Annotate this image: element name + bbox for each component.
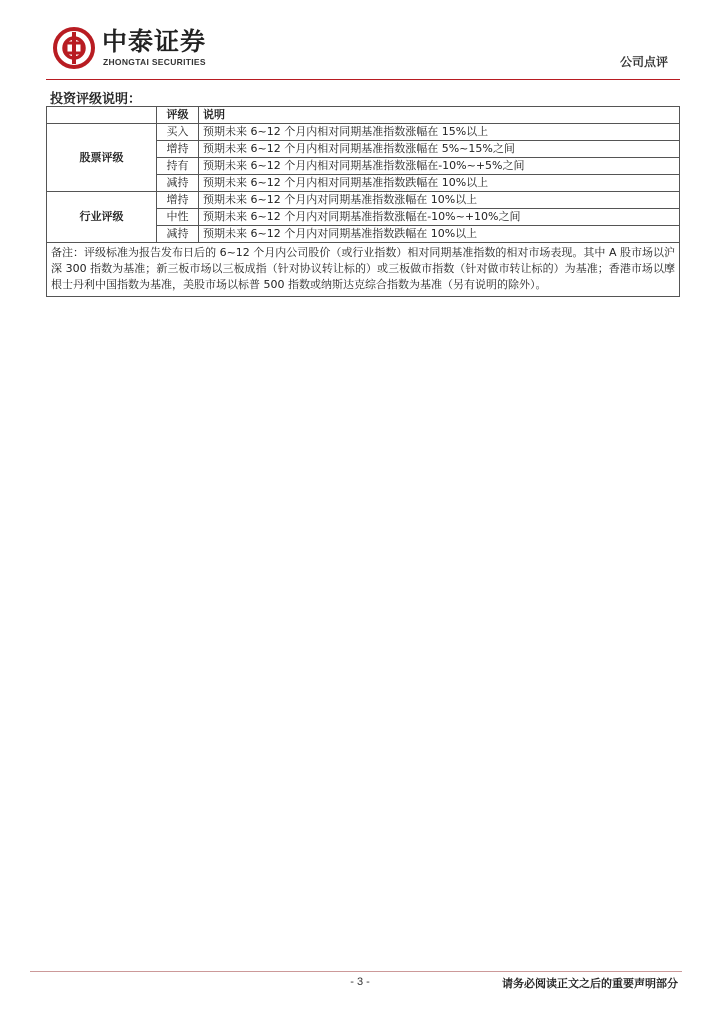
- footer-divider: [30, 971, 682, 972]
- company-logo: [52, 26, 252, 76]
- description-cell: 预期未来 6~12 个月内相对同期基准指数涨幅在 15%以上: [199, 124, 680, 141]
- footer-disclaimer: 请务必阅读正文之后的重要声明部分: [502, 977, 678, 990]
- header-divider: [46, 79, 680, 80]
- grade-cell: 持有: [157, 158, 199, 175]
- page-number: - 3 -: [350, 976, 370, 988]
- description-cell: 预期未来 6~12 个月内对同期基准指数跌幅在 10%以上: [199, 226, 680, 243]
- rating-table: [46, 106, 680, 297]
- description-cell: 预期未来 6~12 个月内对同期基准指数涨幅在 10%以上: [199, 192, 680, 209]
- grade-cell: 增持: [157, 192, 199, 209]
- section-title: 投资评级说明：: [50, 92, 142, 107]
- table-header-row: [47, 107, 680, 124]
- blank-header-cell: [47, 107, 157, 124]
- column-header-grade: 评级: [157, 107, 199, 124]
- note-row: [47, 243, 680, 297]
- industry-rating-category: 行业评级: [47, 192, 157, 243]
- stock-rating-category: 股票评级: [47, 124, 157, 192]
- brand-name-en: ZHONGTAI SECURITIES: [103, 57, 206, 67]
- description-cell: 预期未来 6~12 个月内相对同期基准指数涨幅在 5%~15%之间: [199, 141, 680, 158]
- table-row: [47, 124, 680, 141]
- brand-name-cn: 中泰证券: [102, 27, 207, 56]
- page-header: [0, 0, 724, 80]
- grade-cell: 增持: [157, 141, 199, 158]
- grade-cell: 买入: [157, 124, 199, 141]
- column-header-description: 说明: [199, 107, 680, 124]
- grade-cell: 减持: [157, 175, 199, 192]
- description-cell: 预期未来 6~12 个月内对同期基准指数涨幅在-10%~+10%之间: [199, 209, 680, 226]
- grade-cell: 减持: [157, 226, 199, 243]
- description-cell: 预期未来 6~12 个月内相对同期基准指数涨幅在-10%~+5%之间: [199, 158, 680, 175]
- grade-cell: 中性: [157, 209, 199, 226]
- rating-note: 备注：评级标准为报告发布日后的 6~12 个月内公司股价（或行业指数）相对同期基准指数的相对市场表现。其中 A 股市场以沪深 300 指数为基准；新三板市场以三板成指（针对协议转让标的）或三板做市指数（针对做市转让标的）为基准；香港市场以摩根士丹利中国指数为基准，美股市场以标普 500 指数或纳斯达克综合指数为基准（另有说明的除外）。: [47, 243, 680, 297]
- document-type-label: 公司点评: [619, 55, 668, 69]
- zhongtai-logo-icon: [52, 26, 96, 70]
- description-cell: 预期未来 6~12 个月内相对同期基准指数跌幅在 10%以上: [199, 175, 680, 192]
- table-row: [47, 192, 680, 209]
